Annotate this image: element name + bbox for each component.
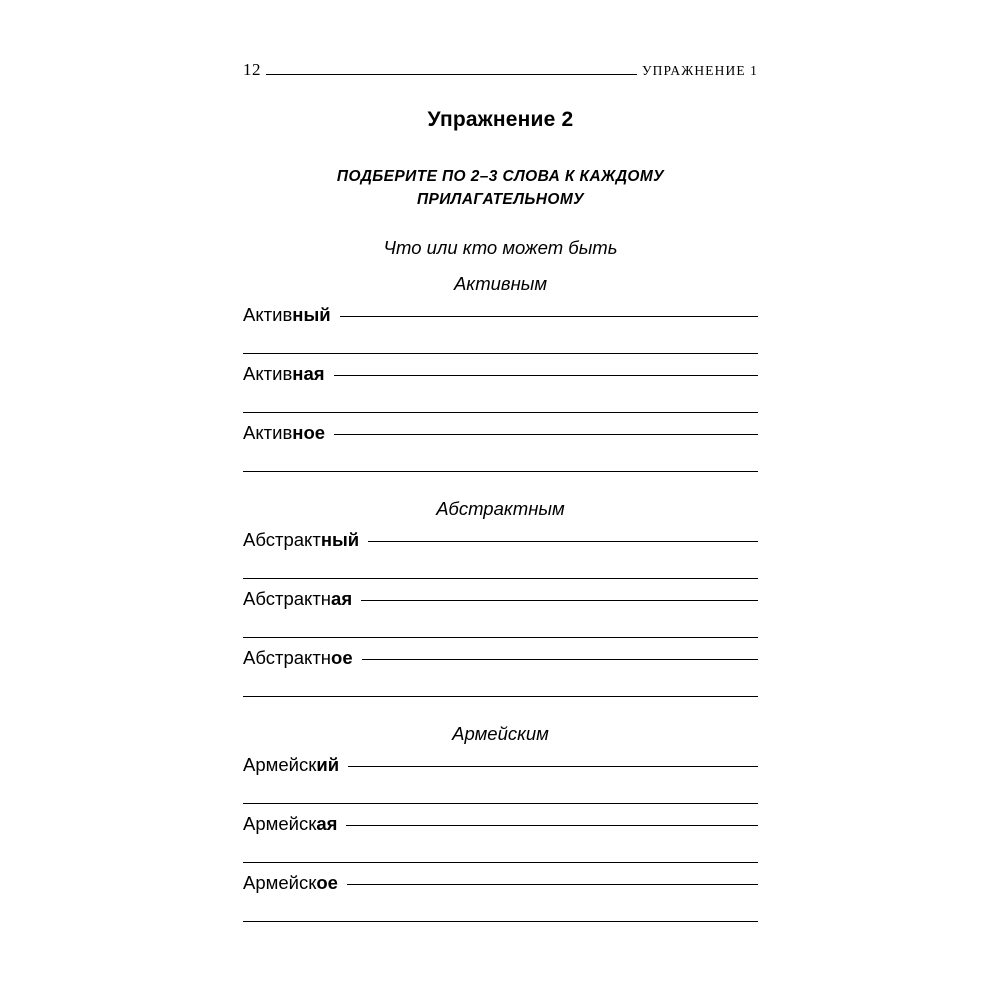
answer-line[interactable] <box>361 600 758 601</box>
answer-row <box>243 422 758 444</box>
answer-line[interactable] <box>243 578 758 579</box>
word-label: Активный <box>243 303 331 325</box>
answer-line[interactable] <box>347 884 758 885</box>
word-label: Активное <box>243 421 326 443</box>
answer-line[interactable] <box>362 659 758 660</box>
word-label: Абстрактный <box>243 528 360 550</box>
answer-row <box>243 813 758 835</box>
answer-line[interactable] <box>243 696 758 697</box>
answer-line[interactable] <box>340 316 758 317</box>
answer-line[interactable] <box>346 825 758 826</box>
answer-line[interactable] <box>368 541 758 542</box>
exercise-subprompt: Что или кто может быть <box>383 236 618 258</box>
running-head-title: УПРАЖНЕНИЕ 1 <box>642 63 758 78</box>
answer-line[interactable] <box>243 412 758 413</box>
instruction-line-1: ПОДБЕРИТЕ ПО 2–3 СЛОВА К КАЖДОМУ <box>336 168 665 185</box>
answer-line[interactable] <box>348 766 758 767</box>
running-head <box>243 60 758 80</box>
answer-row <box>243 363 758 385</box>
answer-line[interactable] <box>334 375 758 376</box>
answer-line[interactable] <box>243 803 758 804</box>
page-title: Упражнение 2 <box>427 108 574 131</box>
answer-line[interactable] <box>334 434 758 435</box>
answer-row <box>243 588 758 610</box>
word-label: Абстрактная <box>243 587 353 609</box>
answer-line[interactable] <box>243 471 758 472</box>
answer-line[interactable] <box>243 862 758 863</box>
word-label: Армейская <box>243 812 338 834</box>
exercise-instruction <box>243 165 758 212</box>
page-number: 12 <box>243 60 261 79</box>
group-heading-active: Активным <box>453 272 548 294</box>
word-label: Армейский <box>243 753 340 775</box>
answer-line[interactable] <box>243 921 758 922</box>
group-heading-army: Армейским <box>452 722 549 744</box>
group-heading-abstract: Абстрактным <box>436 497 565 519</box>
answer-line[interactable] <box>243 353 758 354</box>
word-label: Абстрактное <box>243 646 353 668</box>
running-head-rule <box>266 74 637 75</box>
answer-line[interactable] <box>243 637 758 638</box>
answer-row <box>243 754 758 776</box>
answer-row <box>243 872 758 894</box>
answer-row <box>243 529 758 551</box>
answer-row <box>243 304 758 326</box>
answer-row <box>243 647 758 669</box>
word-label: Активная <box>243 362 325 384</box>
page-content <box>243 60 758 922</box>
instruction-line-2: ПРИЛАГАТЕЛЬНОМУ <box>416 191 585 209</box>
word-label: Армейское <box>243 871 338 893</box>
